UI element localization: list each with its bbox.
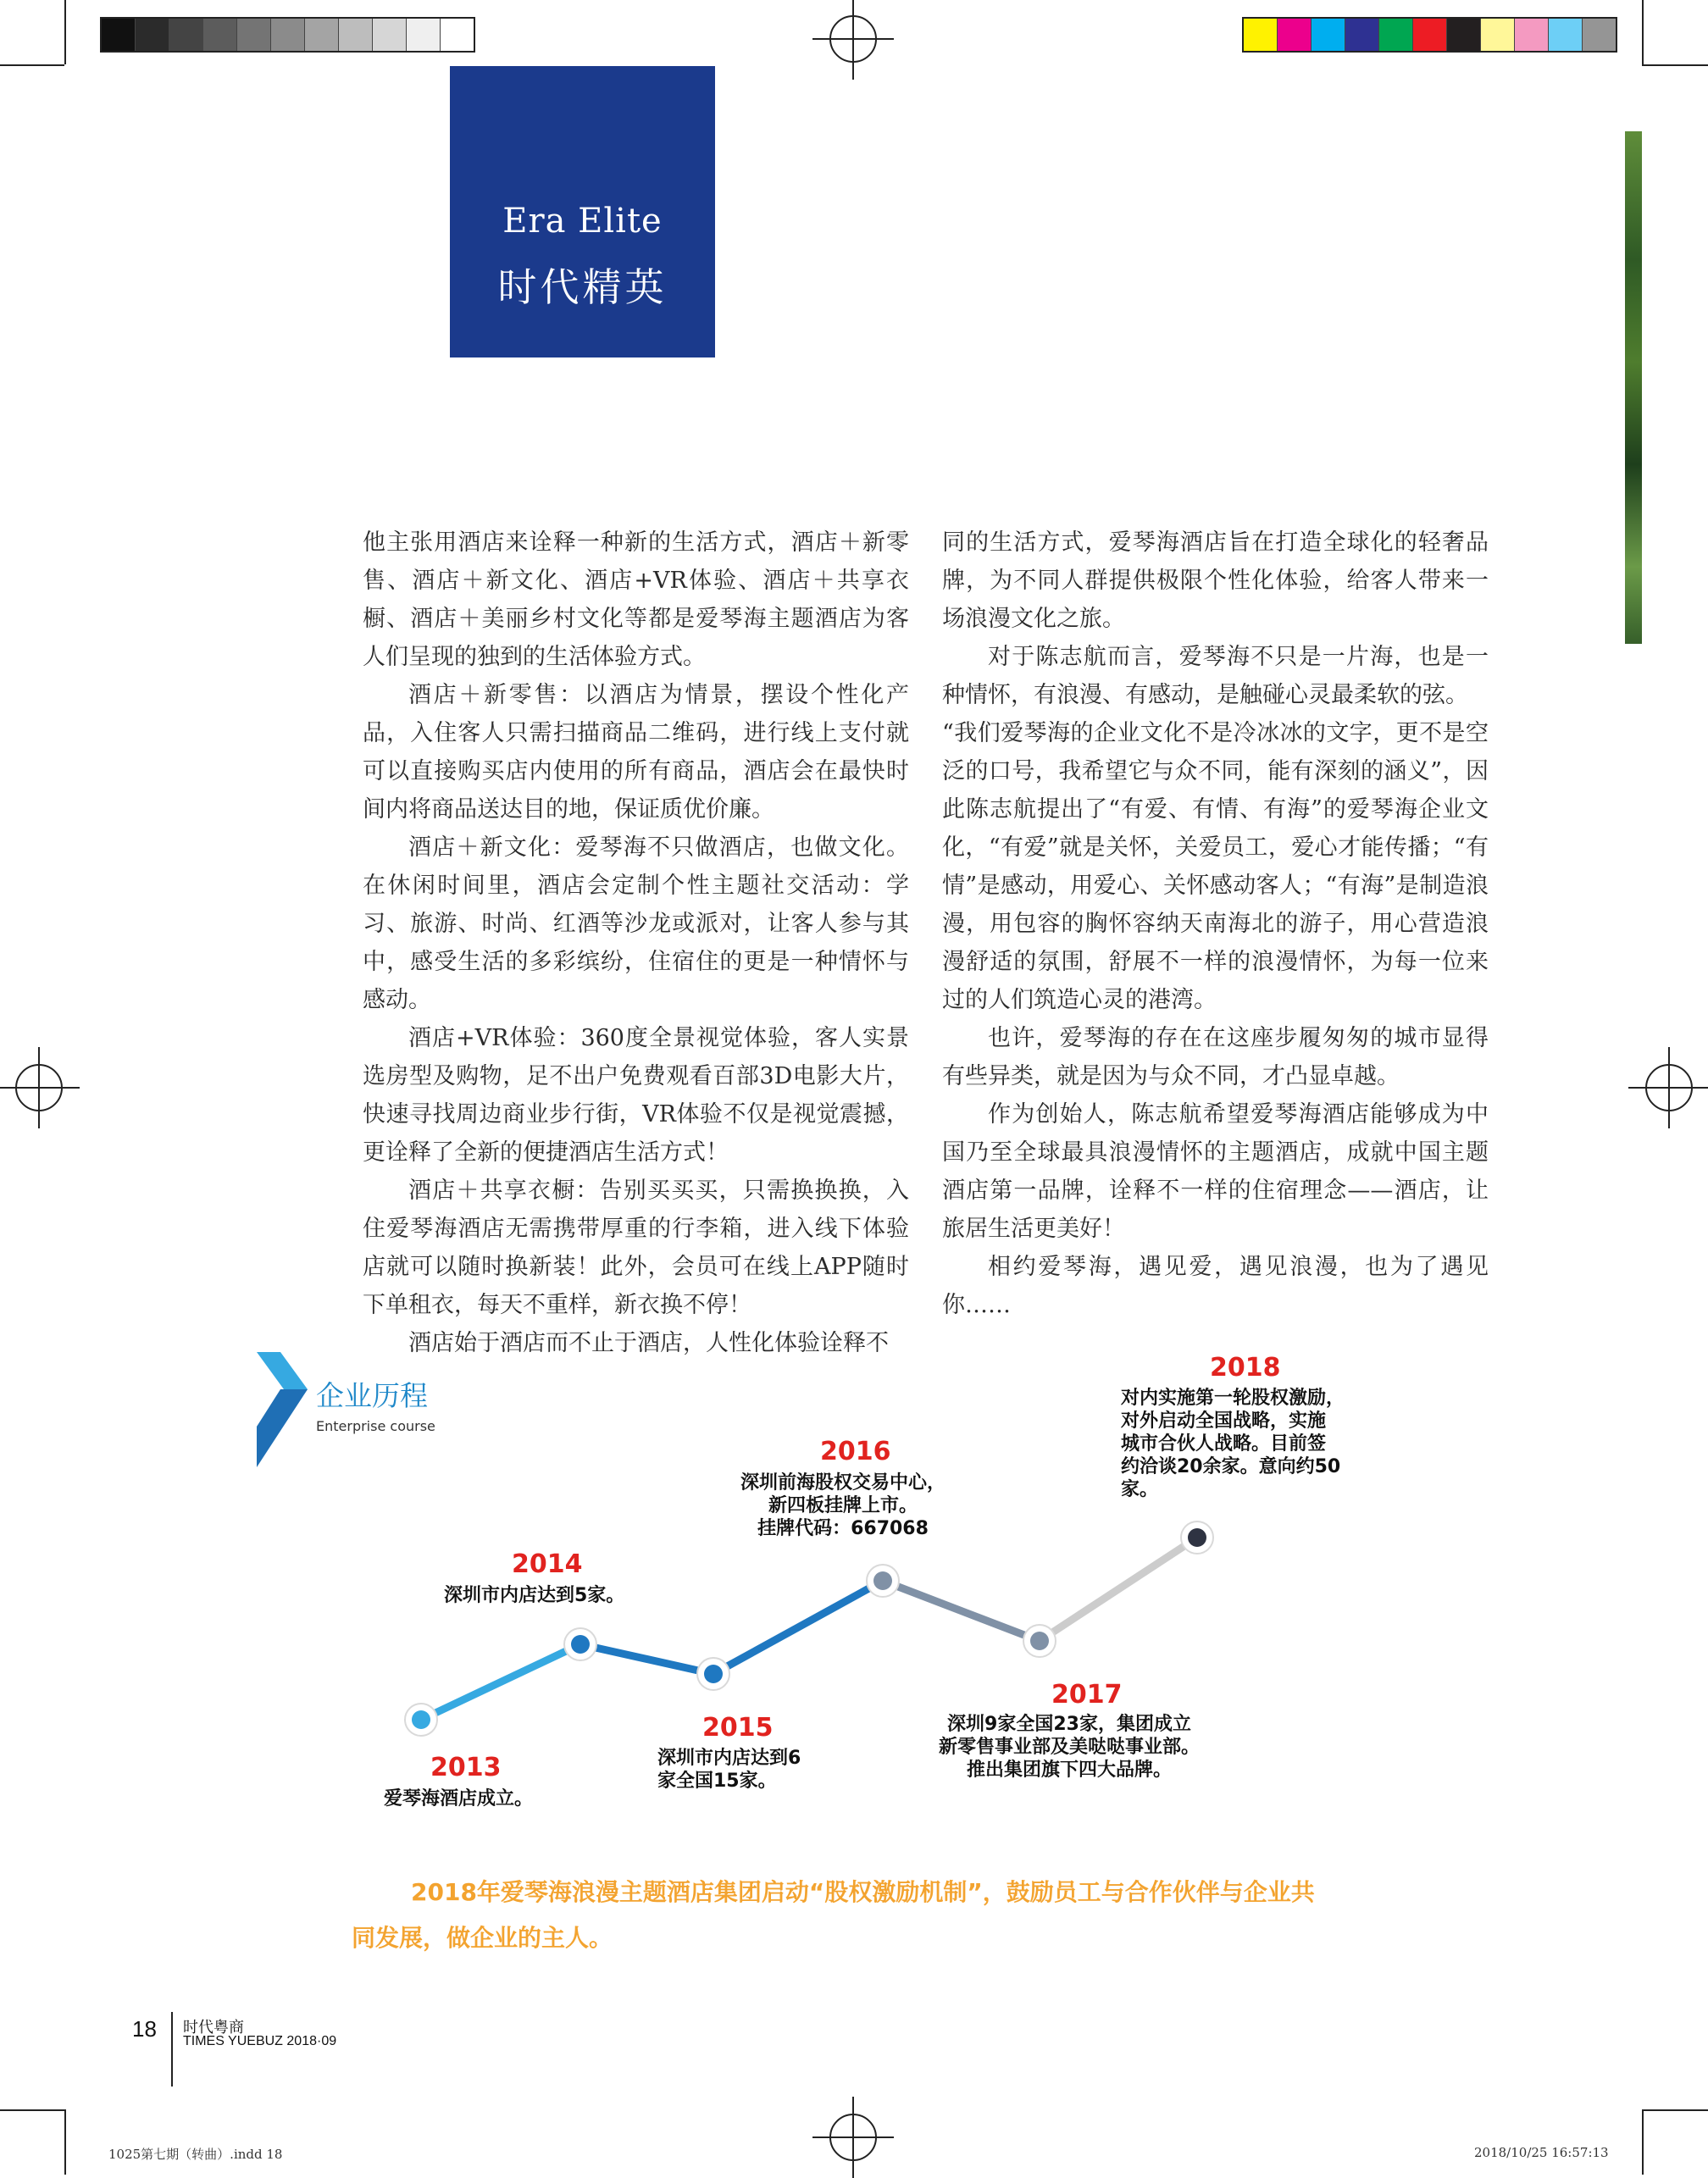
timeline-text: 深圳前海股权交易中心， 新四板挂牌上市。 挂牌代码：667068 — [740, 1472, 946, 1539]
timeline-node-dot — [412, 1710, 430, 1729]
magazine-name: 时代粤商 — [183, 2019, 244, 2037]
timeline-subtitle: Enterprise course — [316, 1418, 435, 1434]
timeline-text: 爱琴海酒店成立。 — [384, 1788, 534, 1809]
paragraph: 他主张用酒店来诠释一种新的生活方式，酒店＋新零售、酒店＋新文化、酒店+VR体验、酒店＋共享衣橱、酒店＋美丽乡村文化等都是爱琴海主题酒店为客人们呈现的独到的生活体验方式。 — [363, 529, 909, 670]
paragraph: 相约爱琴海，遇见爱，遇见浪漫，也为了遇见你…… — [942, 1254, 1489, 1318]
timeline-year: 2013 — [430, 1753, 502, 1782]
timeline-node-dot — [704, 1665, 723, 1683]
timeline-segment — [883, 1581, 1040, 1641]
page-number: 18 — [132, 2016, 157, 2042]
paragraph: 也许，爱琴海的存在在这座步履匆匆的城市显得有些异类，就是因为与众不同，才凸显卓越。 — [942, 1025, 1489, 1089]
timeline-text: 深圳市内店达到6 家全国15家。 — [657, 1748, 801, 1792]
timeline-text: 对内实施第一轮股权激励， 对外启动全国战略，实施 城市合伙人战略。目前签 约洽谈20余家。意向约50 家。 — [1121, 1388, 1345, 1500]
timeline-year: 2018 — [1210, 1353, 1281, 1383]
callout-text — [352, 1870, 1445, 1961]
paragraph: 同的生活方式，爱琴海酒店旨在打造全球化的轻奢品牌，为不同人群提供极限个性化体验，给客人带来一场浪漫文化之旅。 — [942, 529, 1489, 632]
timeline-segment — [1040, 1538, 1197, 1641]
paragraph: 作为创始人，陈志航希望爱琴海酒店能够成为中国乃至全球最具浪漫情怀的主题酒店，成就中国主题酒店第一品牌，诠释不一样的住宿理念——酒店，让旅居生活更美好！ — [942, 1101, 1489, 1242]
timeline-node-dot — [873, 1571, 892, 1590]
timeline-node-dot — [1188, 1528, 1206, 1547]
callout-line: 同发展，做企业的主人。 — [352, 1924, 613, 1952]
timeline-year: 2017 — [1051, 1680, 1123, 1710]
section-title-cn: 时代精英 — [497, 264, 668, 310]
timeline-segment — [421, 1644, 580, 1720]
slug-date: 2018/10/25 16:57:13 — [1474, 2145, 1609, 2160]
timeline-year: 2016 — [820, 1437, 891, 1466]
timeline-year: 2014 — [512, 1549, 583, 1579]
divider — [171, 2012, 173, 2087]
timeline-node-dot — [571, 1635, 590, 1654]
timeline-text: 深圳市内店达到5家。 — [444, 1585, 625, 1606]
magazine-issue: TIMES YUEBUZ 2018·09 — [183, 2034, 337, 2048]
paragraph: 对于陈志航而言，爱琴海不只是一片海，也是一种情怀，有浪漫、有感动，是触碰心灵最柔软的弦。 — [942, 644, 1489, 708]
timeline-year: 2015 — [702, 1713, 774, 1743]
timeline-text: 深圳9家全国23家，集团成立 新零售事业部及美哒哒事业部。 推出集团旗下四大品牌。 — [939, 1714, 1201, 1781]
callout-line: 2018年爱琴海浪漫主题酒店集团启动“股权激励机制”，鼓励员工与合作伙伴与企业共 — [411, 1878, 1315, 1906]
timeline-segment — [713, 1581, 883, 1674]
paragraph: 酒店＋共享衣橱：告别买买买，只需换换换，入住爱琴海酒店无需携带厚重的行李箱，进入线下体验店就可以随时换新装！此外，会员可在线上APP随时下单租衣，每天不重样，新衣换不停！ — [363, 1178, 909, 1318]
section-title-en: Era Elite — [502, 202, 663, 241]
paragraph: “我们爱琴海的企业文化不是冷冰冰的文字，更不是空泛的口号，我希望它与众不同，能有深刻的涵义”，因此陈志航提出了“有爱、有情、有海”的爱琴海企业文化，“有爱”就是关怀，关爱员工，爱心才能传播；“有情”是感动，用爱心、关怀感动客人；“有海”是制造浪漫，用包容的胸怀容纳天南海北的游子，用心营造浪漫舒适的氛围，舒展不一样的浪漫情怀，为每一位来过的人们筑造心灵的港湾。 — [942, 720, 1489, 1013]
timeline-node-dot — [1030, 1632, 1049, 1650]
timeline-title: 企业历程 — [316, 1379, 428, 1412]
paragraph: 酒店+VR体验：360度全景视觉体验，客人实景选房型及购物，足不出户免费观看百部3D电影大片，快速寻找周边商业步行街，VR体验不仅是视觉震撼，更诠释了全新的便捷酒店生活方式！ — [363, 1025, 909, 1166]
slug-file: 1025第七期（转曲）.indd 18 — [108, 2147, 283, 2162]
paragraph: 酒店＋新文化：爱琴海不只做酒店，也做文化。在休闲时间里，酒店会定制个性主题社交活动：学习、旅游、时尚、红酒等沙龙或派对，让客人参与其中，感受生活的多彩缤纷，住宿住的更是一种情怀与感动。 — [363, 834, 909, 1013]
paragraph: 酒店始于酒店而不止于酒店，人性化体验诠释不 — [408, 1330, 889, 1356]
paragraph: 酒店＋新零售：以酒店为情景，摆设个性化产品，入住客人只需扫描商品二维码，进行线上支付就可以直接购买店内使用的所有商品，酒店会在最快时间内将商品送达目的地，保证质优价廉。 — [363, 682, 909, 823]
timeline-segment — [580, 1644, 713, 1674]
